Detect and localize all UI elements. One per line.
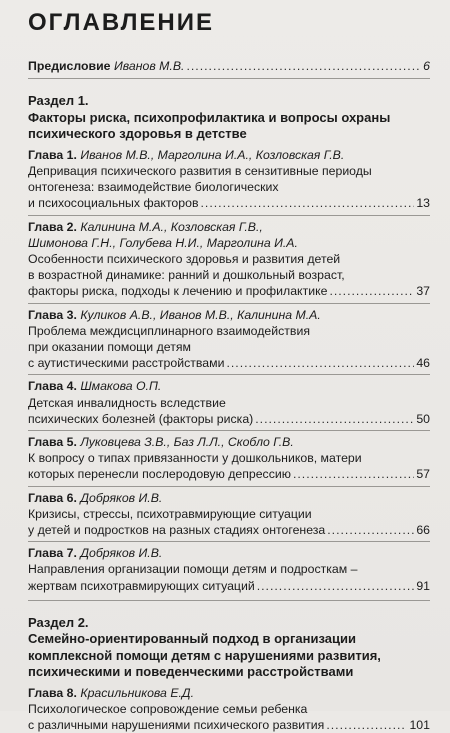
chapter-authors: Шимонова Г.Н., Голубева Н.И., Марголина И.А.	[28, 235, 298, 250]
chapter-authors: Калинина М.А., Козловская Г.В.,	[80, 219, 263, 234]
divider	[28, 430, 430, 431]
chapter-title-last-line	[28, 411, 430, 427]
preface-entry[interactable]	[28, 58, 430, 74]
chapter-header	[28, 219, 430, 235]
chapter-label: Глава 4.	[28, 379, 77, 394]
divider	[28, 486, 430, 487]
chapter-title-line: Особенности психического здоровья и развития детей	[28, 251, 341, 266]
section-number: Раздел 2.	[28, 614, 89, 630]
preface-label: Предисловие	[28, 59, 111, 73]
page-number: 6	[423, 59, 430, 73]
leader-dots	[200, 195, 414, 211]
chapter-entry[interactable]	[28, 307, 430, 372]
page-number: 66	[416, 522, 430, 537]
chapter-header	[28, 685, 430, 701]
page-number: 57	[416, 467, 430, 482]
chapter-title-line: Психологическое сопровождение семьи ребенка	[28, 701, 308, 716]
divider	[28, 541, 430, 542]
page-title: ОГЛАВЛЕНИЕ	[28, 9, 215, 36]
page-number: 37	[416, 284, 430, 299]
page-number: 46	[416, 356, 430, 371]
chapter-title-line: психических болезней (факторы риска)	[28, 411, 254, 426]
leader-dots	[327, 522, 414, 538]
section-title-line: психического здоровья в детстве	[28, 126, 247, 142]
leader-dots	[186, 58, 421, 74]
sections-list	[28, 93, 430, 733]
leader-dots	[293, 466, 414, 482]
chapter-title-line: факторы риска, подходы к лечению и профилактике	[28, 284, 328, 299]
chapter-title-line: Депривация психического развития в сензитивные периоды	[28, 163, 372, 178]
chapter-title-line: с аутистическими расстройствами	[28, 356, 225, 371]
divider	[28, 78, 430, 79]
chapter-title-line: жертвам психотравмирующих ситуаций	[28, 578, 255, 593]
divider	[28, 215, 430, 216]
chapter-authors: Добряков И.В.	[80, 490, 163, 505]
chapter-authors: Луковцева З.В., Баз Л.Л., Скобло Г.В.	[80, 434, 294, 449]
chapter-title-line: в возрастной динамике: ранний и дошкольный возраст,	[28, 268, 345, 283]
chapter-title-line: которых перенесли послеродовую депрессию	[28, 467, 291, 482]
chapter-header	[28, 378, 430, 394]
chapter-title-line: Проблема междисциплинарного взаимодействия	[28, 323, 310, 338]
page-number: 50	[416, 411, 430, 426]
chapter-entry[interactable]	[28, 490, 430, 539]
section-2	[28, 615, 430, 733]
chapter-title-last-line	[28, 522, 430, 538]
page-number: 101	[409, 718, 430, 733]
chapter-header	[28, 490, 430, 506]
chapter-title-line: и психосоциальных факторов	[28, 196, 199, 211]
chapter-authors: Иванов М.В., Марголина И.А., Козловская Г.В.	[80, 147, 345, 162]
section-title-line: Факторы риска, психопрофилактика и вопросы охраны	[28, 109, 391, 125]
chapter-label: Глава 7.	[28, 546, 77, 561]
chapter-title-line: Кризисы, стрессы, психотравмирующие ситуации	[28, 506, 312, 521]
chapter-title-line: Направления организации помощи детям и подросткам –	[28, 562, 358, 577]
chapter-authors: Куликов А.В., Иванов М.В., Калинина М.А.	[80, 307, 321, 322]
section-title-line: Семейно-ориентированный подход в организации	[28, 631, 356, 647]
leader-dots	[255, 411, 414, 427]
chapter-label: Глава 6.	[28, 490, 77, 505]
chapter-entry[interactable]	[28, 378, 430, 427]
section-number: Раздел 1.	[28, 93, 89, 109]
leader-dots	[257, 578, 415, 594]
chapter-label: Глава 8.	[28, 685, 77, 700]
divider	[28, 303, 430, 304]
chapter-title-last-line	[28, 355, 430, 371]
chapter-title-last-line	[28, 578, 430, 594]
chapter-title-last-line	[28, 195, 430, 211]
chapter-title-last-line	[28, 283, 430, 299]
chapter-label: Глава 2.	[28, 219, 77, 234]
chapter-header	[28, 307, 430, 323]
section-1	[28, 93, 430, 594]
leader-dots	[226, 355, 414, 371]
chapter-title-line: Детская инвалидность вследствие	[28, 395, 226, 410]
chapter-title-line: у детей и подростков на разных стадиях онтогенеза	[28, 522, 326, 537]
chapter-entry[interactable]	[28, 685, 430, 733]
section-title-line: комплексной помощи детям с нарушениями развития,	[28, 647, 381, 663]
chapter-title-last-line	[28, 466, 430, 482]
chapter-authors: Шмакова О.П.	[80, 379, 162, 394]
chapter-title-line: при оказании помощи детям	[28, 339, 191, 354]
divider	[28, 600, 430, 601]
chapter-entry[interactable]	[28, 219, 430, 300]
page-number: 13	[416, 196, 430, 211]
chapter-header	[28, 434, 430, 450]
chapter-title-last-line	[28, 717, 430, 733]
chapter-entry[interactable]	[28, 434, 430, 483]
preface-author: Иванов М.В.	[113, 59, 185, 73]
chapter-title-line: с различными нарушениями психического развития	[28, 718, 325, 733]
chapter-entry[interactable]	[28, 545, 430, 594]
chapter-label: Глава 3.	[28, 307, 77, 322]
divider	[28, 374, 430, 375]
chapter-label: Глава 1.	[28, 147, 77, 162]
chapter-authors: Красильникова Е.Д.	[80, 685, 195, 700]
chapter-header	[28, 235, 430, 251]
leader-dots	[329, 283, 414, 299]
chapter-authors: Добряков И.В.	[80, 546, 163, 561]
leader-dots	[326, 717, 407, 733]
chapter-label: Глава 5.	[28, 434, 77, 449]
chapter-title-line: онтогенеза: взаимодействие биологических	[28, 180, 279, 195]
page-number: 91	[416, 578, 430, 593]
chapter-header	[28, 545, 430, 561]
chapter-header	[28, 147, 430, 163]
chapter-entry[interactable]	[28, 147, 430, 212]
section-title-line: психическими и поведенческими расстройствами	[28, 664, 354, 680]
chapter-title-line: К вопросу о типах привязанности у дошкольников, матери	[28, 451, 362, 466]
